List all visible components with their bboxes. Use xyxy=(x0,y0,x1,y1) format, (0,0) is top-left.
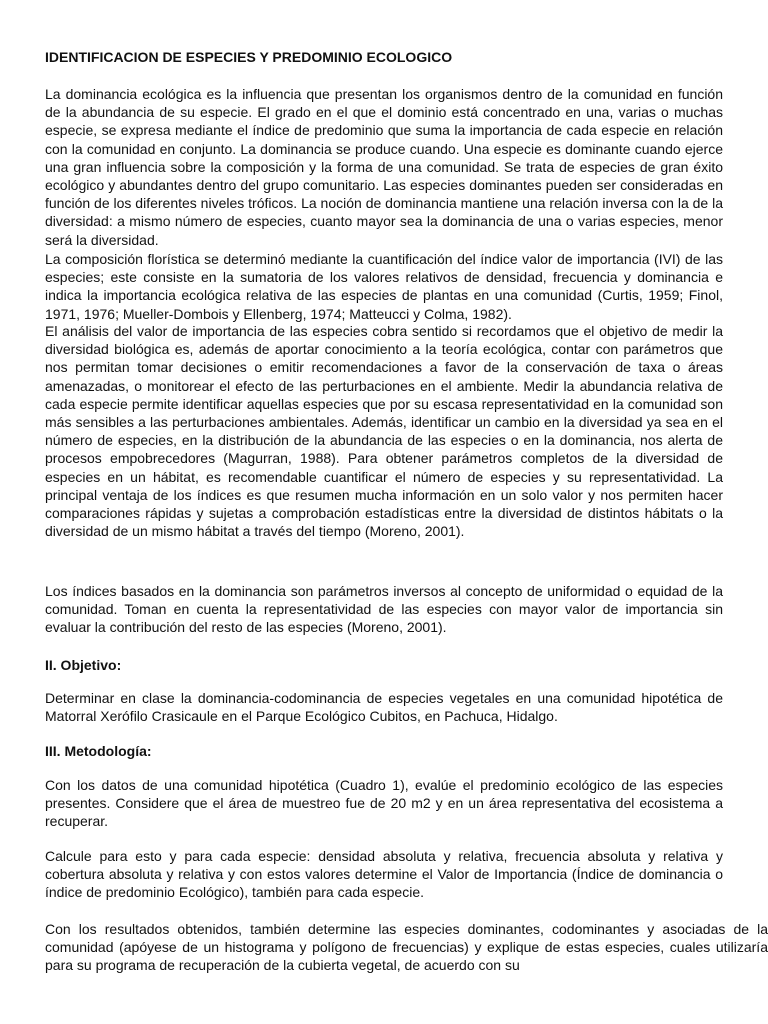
section-heading-objetivo: II. Objetivo: xyxy=(45,657,122,673)
intro-paragraph-indices: Los índices basados en la dominancia son parámetros inversos al concepto de uniformidad o equidad de la comunidad. Toman en cuenta la representatividad de las especies con mayor valor de importancia sin evaluar la contribución del resto de las especies (Moreno, 2001). xyxy=(45,583,723,636)
document-title: IDENTIFICACION DE ESPECIES Y PREDOMINIO ECOLOGICO xyxy=(45,49,453,65)
metodologia-paragraph-calculo: Calcule para esto y para cada especie: densidad absoluta y relativa, frecuencia absoluta y relativa y cobertura absoluta y relativa y con estos valores determine el Valor de Importancia (Índice de dominancia o índice de predominio Ecológico), también para cada especie. xyxy=(45,848,723,901)
objetivo-paragraph: Determinar en clase la dominancia-codominancia de especies vegetales en una comunidad hipotética de Matorral Xerófilo Crasicaule en el Parque Ecológico Cubitos, en Pachuca, Hidalgo. xyxy=(45,690,723,725)
intro-paragraph-analisis: El análisis del valor de importancia de las especies cobra sentido si recordamos que el objetivo de medir la diversidad biológica es, además de aportar conocimiento a la teoría ecológica, contar con parámetros que nos permitan tomar decisiones o emitir recomendaciones a favor de la conservación de taxa o áreas amenazadas, o monitorear el efecto de las perturbaciones en el ambiente. Medir la abundancia relativa de cada especie permite identificar aquellas especies que por su escasa representatividad en la comunidad son más sensibles a las perturbaciones ambientales. Además, identificar un cambio en la diversidad ya sea en el número de especies, en la distribución de la abundancia de las especies o en la dominancia, nos alerta de procesos empobrecedores (Magurran, 1988). Para obtener parámetros completos de la diversidad de especies en un hábitat, es recomendable cuantificar el número de especies y su representatividad. La principal ventaja de los índices es que resumen mucha información en un solo valor y nos permiten hacer comparaciones rápidas y sujetas a comprobación estadísticas entre la diversidad de distintos hábitats o la diversidad de un mismo hábitat a través del tiempo (Moreno, 2001). xyxy=(45,323,723,540)
metodologia-paragraph-datos: Con los datos de una comunidad hipotética (Cuadro 1), evalúe el predominio ecológico de las especies presentes. Considere que el área de muestreo fue de 20 m2 y en un área representativa del ecosistema a recuperar. xyxy=(45,777,723,830)
metodologia-paragraph-resultados: Con los resultados obtenidos, también determine las especies dominantes, codominantes y asociadas de la comunidad (apóyese de un histograma y polígono de frecuencias) y explique de estas especies, cuales utilizaría para su programa de recuperación de la cubierta vegetal, de acuerdo con su xyxy=(45,921,768,974)
intro-paragraph-dominancia: La dominancia ecológica es la influencia que presentan los organismos dentro de la comunidad en función de la abundancia de su especie. El grado en el que el dominio está concentrado en una, varias o muchas especie, se expresa mediante el índice de predominio que suma la importancia de cada especie en relación con la comunidad en conjunto. La dominancia se produce cuando. Una especie es dominante cuando ejerce una gran influencia sobre la composición y la forma de una comunidad. Se trata de especies de gran éxito ecológico y abundantes dentro del grupo comunitario. Las especies dominantes pueden ser consideradas en función de los diferentes niveles tróficos. La noción de dominancia mantiene una relación inversa con la de la diversidad: a mismo número de especies, cuanto mayor sea la dominancia de una o varias especies, menor será la diversidad. xyxy=(45,86,723,248)
section-heading-metodologia: III. Metodología: xyxy=(45,743,152,759)
intro-paragraph-composicion: La composición florística se determinó mediante la cuantificación del índice valor de importancia (IVI) de las especies; este consiste en la sumatoria de los valores relativos de densidad, frecuencia y dominancia e indica la importancia ecológica relativa de las especies de plantas en una comunidad (Curtis, 1959; Finol, 1971, 1976; Mueller-Dombois y Ellenberg, 1974; Matteucci y Colma, 1982). xyxy=(45,251,723,322)
